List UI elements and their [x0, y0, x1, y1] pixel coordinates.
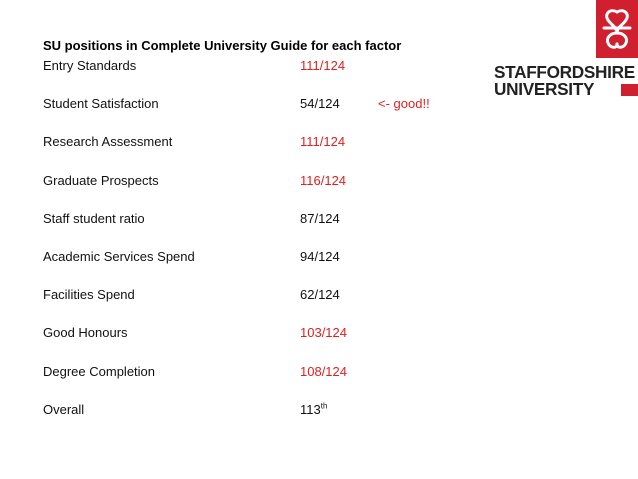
logo-wordmark-line2: UNIVERSITY	[494, 79, 595, 99]
factor-list	[43, 58, 493, 440]
factor-row	[43, 364, 493, 402]
factor-row	[43, 58, 493, 96]
factor-label: Research Assessment	[43, 134, 173, 150]
factor-label: Facilities Spend	[43, 287, 135, 303]
factor-label: Degree Completion	[43, 363, 156, 379]
factor-label: Graduate Prospects	[43, 172, 159, 188]
staffordshire-knot-crest-icon	[596, 0, 638, 58]
factor-value: 111/124	[300, 134, 346, 150]
logo-accent-bar	[621, 84, 638, 96]
factor-value: 94/124	[300, 248, 340, 264]
factor-label: Academic Services Spend	[43, 248, 195, 264]
factor-row	[43, 325, 493, 363]
factor-row	[43, 249, 493, 287]
factor-label: Good Honours	[43, 325, 128, 341]
factor-label: Staff student ratio	[43, 210, 145, 226]
factor-row	[43, 96, 493, 134]
factor-label: Entry Standards	[43, 58, 137, 73]
overall-rank: 113	[300, 401, 321, 417]
factor-row	[43, 134, 493, 172]
factor-row	[43, 402, 493, 440]
factor-value: 87/124	[300, 210, 340, 226]
staffordshire-university-logo	[490, 0, 638, 100]
factor-value: 54/124	[300, 96, 340, 112]
ordinal-suffix: th	[320, 401, 328, 411]
factor-value	[300, 402, 327, 417]
factor-note: <- good!!	[378, 96, 430, 112]
factor-value: 62/124	[300, 287, 340, 303]
factor-value: 103/124	[300, 325, 347, 341]
factor-value: 116/124	[300, 172, 347, 188]
factor-label: Overall	[43, 401, 85, 417]
factor-value: 108/124	[300, 363, 347, 379]
factor-row	[43, 173, 493, 211]
factor-label: Student Satisfaction	[43, 96, 159, 112]
factor-value: 111/124	[300, 58, 346, 73]
factor-row	[43, 287, 493, 325]
factor-row	[43, 211, 493, 249]
slide-title: SU positions in Complete University Guide for each factor	[43, 38, 402, 53]
logo-wordmark-line1: STAFFORDSHIRE	[494, 62, 635, 82]
